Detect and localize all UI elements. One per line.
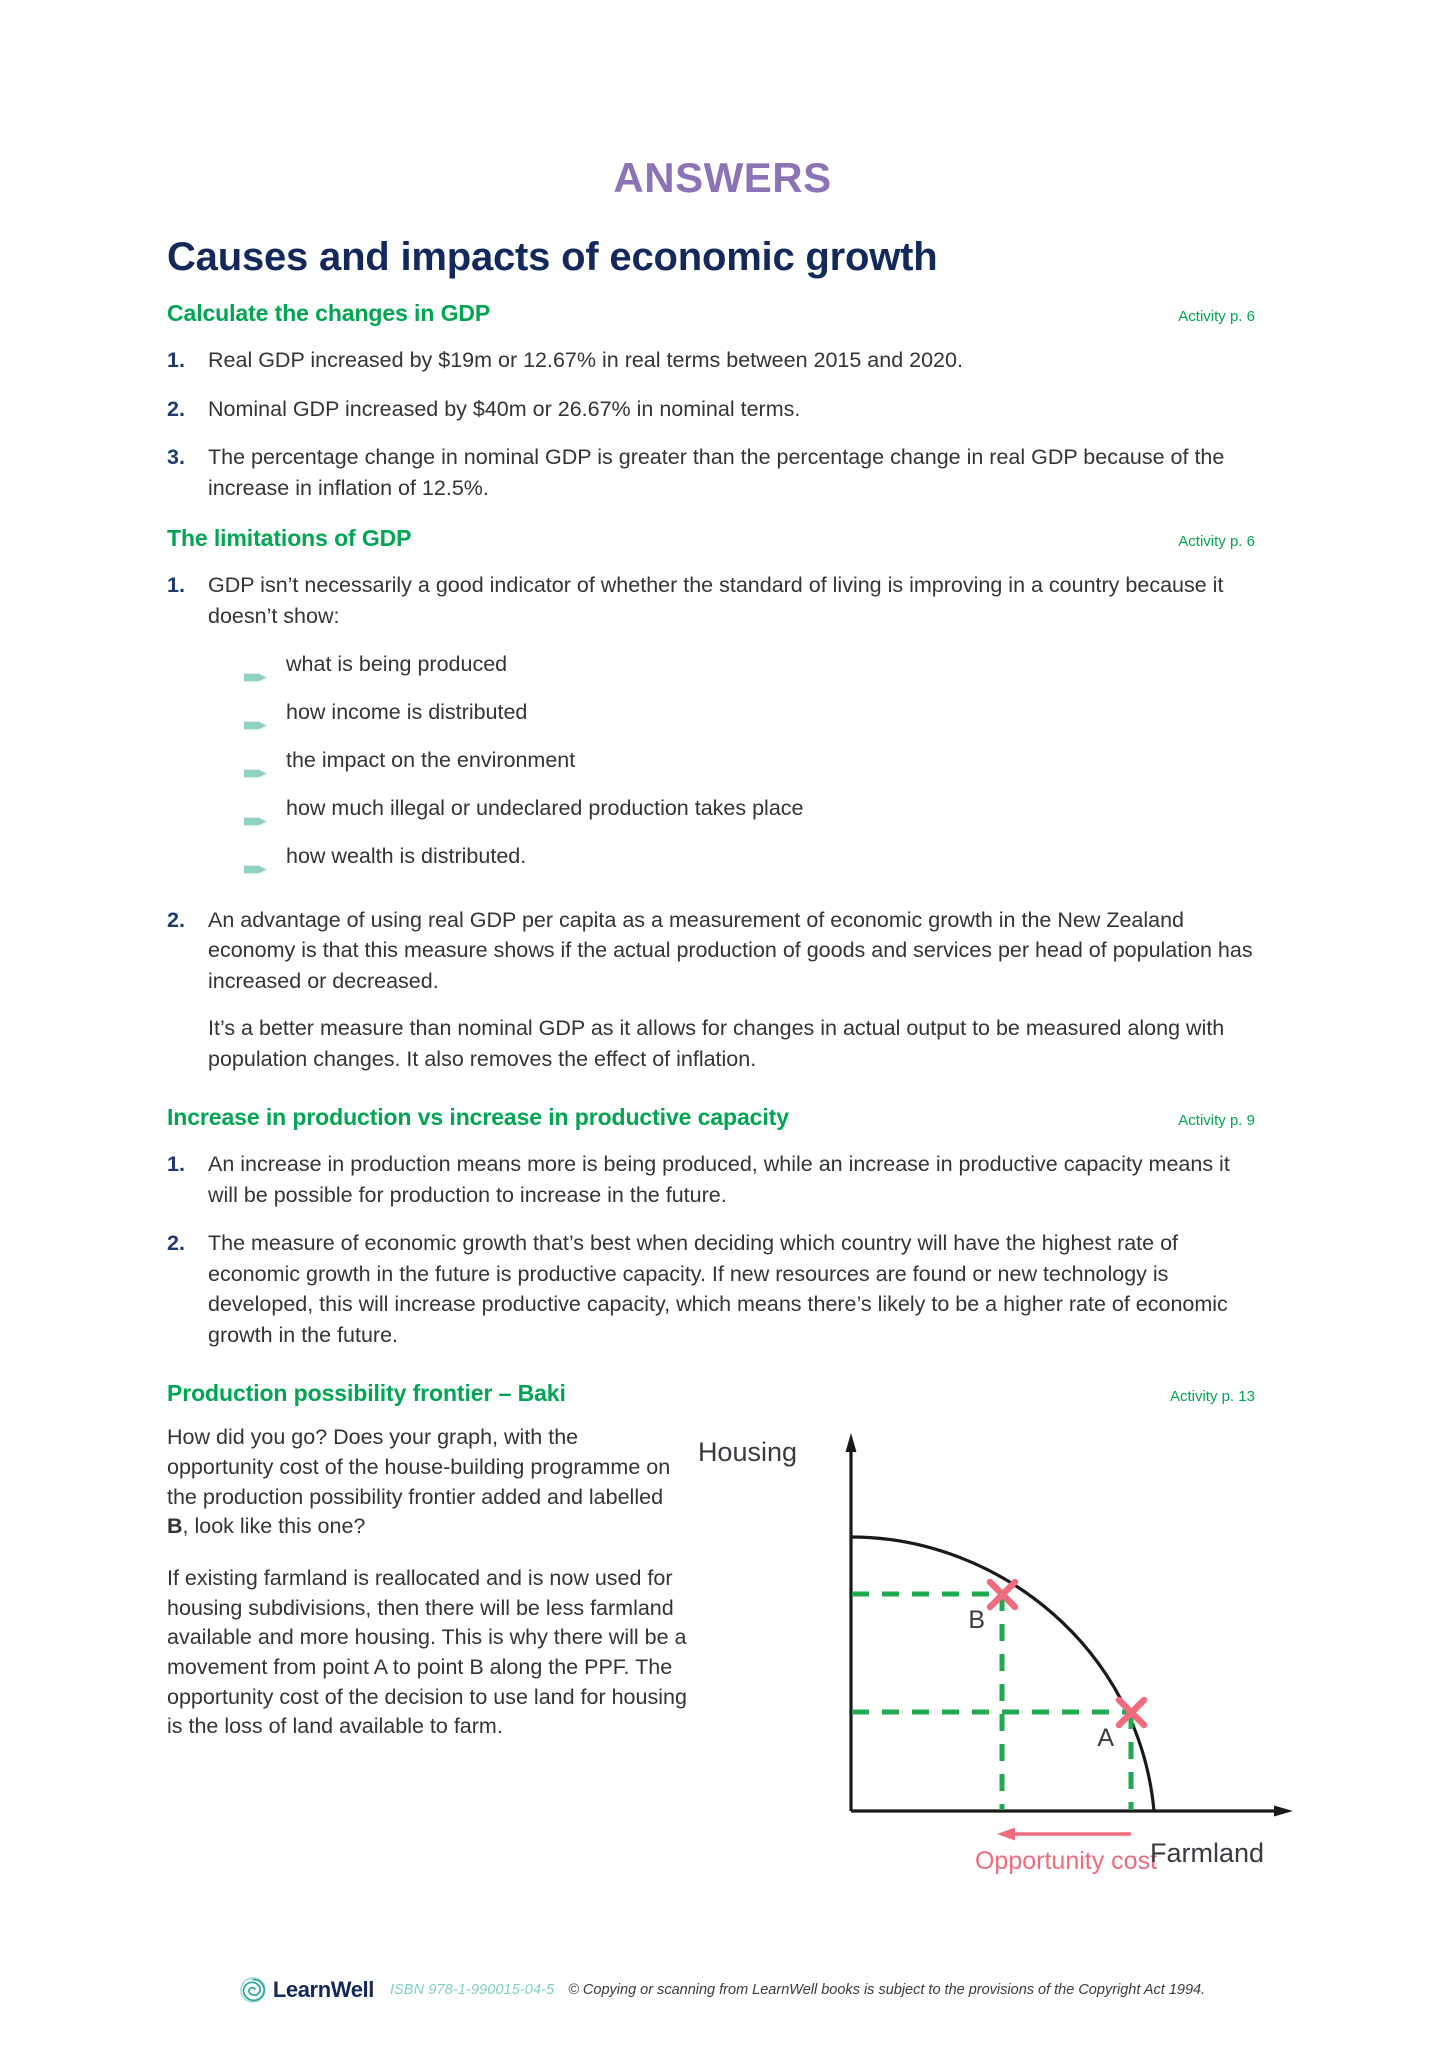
leaf-bullet-icon bbox=[244, 806, 267, 815]
section-heading-calculate-changes-gdp bbox=[167, 300, 1255, 327]
list-item bbox=[167, 1228, 1255, 1350]
answer-list-section-1 bbox=[167, 345, 1255, 503]
bullet-list bbox=[242, 651, 1255, 871]
opportunity-cost-label: Opportunity cost bbox=[974, 1847, 1158, 1876]
leaf-bullet-icon bbox=[244, 662, 267, 671]
list-item-number: 2. bbox=[167, 1231, 185, 1256]
chapter-title: Causes and impacts of economic growth bbox=[167, 235, 938, 279]
bullet-text: how income is distributed bbox=[286, 700, 528, 725]
section-title: Calculate the changes in GDP bbox=[167, 300, 491, 326]
list-item bbox=[242, 747, 1255, 775]
ppf-paragraph-1 bbox=[167, 1423, 687, 1542]
list-item-text: Nominal GDP increased by $40m or 26.67% in nominal terms. bbox=[208, 396, 801, 421]
list-item-text-continued: It’s a better measure than nominal GDP as it allows for changes in actual output to be measured along with population changes. It also removes the effect of inflation. bbox=[208, 1016, 1225, 1071]
list-item-text: Real GDP increased by $19m or 12.67% in real terms between 2015 and 2020. bbox=[208, 348, 963, 372]
list-item bbox=[242, 843, 1255, 871]
section-heading-limitations-gdp bbox=[167, 525, 1255, 552]
answer-list-section-2 bbox=[167, 570, 1255, 1074]
y-axis-arrowhead-icon bbox=[846, 1433, 857, 1452]
list-item bbox=[242, 651, 1255, 679]
section-title: Increase in production vs increase in productive capacity bbox=[167, 1104, 789, 1131]
section-title: Production possibility frontier – Baki bbox=[167, 1380, 566, 1407]
copyright-notice: © Copying or scanning from LearnWell books is subject to the provisions of the Copyright Act 1994. bbox=[568, 1982, 1206, 1998]
leaf-bullet-icon bbox=[244, 758, 267, 767]
page-footer bbox=[0, 1977, 1445, 2003]
activity-reference: Activity p. 6 bbox=[1178, 308, 1255, 325]
list-item bbox=[242, 699, 1255, 727]
ppf-paragraph-2: If existing farmland is reallocated and is now used for housing subdivisions, then there will be less farmland available and more housing. This is why there will be a movement from point A to point B along the PPF. The opportunity cost of the decision to use land for housing is the loss of land available to farm. bbox=[167, 1566, 687, 1739]
point-a-label: A bbox=[1097, 1724, 1114, 1753]
leaf-bullet-icon bbox=[244, 710, 267, 719]
list-item-text: The percentage change in nominal GDP is greater than the percentage change in real GDP because of the increase in inflation of 12.5%. bbox=[208, 445, 1225, 500]
list-item bbox=[167, 570, 1255, 871]
bullet-text: the impact on the environment bbox=[286, 747, 576, 772]
section-title: The limitations of GDP bbox=[167, 525, 412, 552]
list-item-text: The measure of economic growth that’s best when deciding which country will have the highest rate of economic growth in the future is productive capacity. If new resources are found or new technology is developed, this will increase productive capacity, which means there’s likely to be a higher rate of economic growth in the future. bbox=[208, 1231, 1228, 1347]
ppf-chart bbox=[699, 1419, 1299, 1904]
ppf-explanation-text bbox=[167, 1415, 687, 1742]
opportunity-cost-arrowhead-icon bbox=[997, 1828, 1015, 1841]
list-item-text: An increase in production means more is being produced, while an increase in productive capacity means it will be possible for production to increase in the future. bbox=[208, 1152, 1230, 1207]
x-axis-label: Farmland bbox=[1149, 1838, 1265, 1869]
list-item-number: 3. bbox=[167, 445, 185, 470]
list-item-number: 2. bbox=[167, 907, 185, 932]
list-item-text: An advantage of using real GDP per capita as a measurement of economic growth in the New Zealand economy is that this measure shows if the actual production of goods and services per head of population has increased or decreased. bbox=[208, 907, 1253, 993]
page-title: ANSWERS bbox=[613, 154, 832, 201]
x-axis-arrowhead-icon bbox=[1274, 1806, 1293, 1817]
list-item bbox=[167, 345, 1255, 376]
point-b-label: B bbox=[968, 1606, 985, 1635]
activity-reference: Activity p. 6 bbox=[1178, 533, 1255, 551]
section-heading-ppf-baki bbox=[167, 1380, 1255, 1407]
list-item-number: 1. bbox=[167, 573, 185, 598]
list-item-number: 1. bbox=[167, 1152, 185, 1177]
y-axis-label: Housing bbox=[699, 1437, 797, 1468]
answer-list-section-3 bbox=[167, 1149, 1255, 1350]
section-heading-increase-production bbox=[167, 1104, 1255, 1131]
ppf-point-b-label-bold: B bbox=[167, 1514, 183, 1539]
bullet-text: what is being produced bbox=[286, 652, 508, 677]
leaf-bullet-icon bbox=[244, 854, 267, 863]
activity-reference: Activity p. 13 bbox=[1169, 1388, 1255, 1406]
list-item-number: 2. bbox=[167, 396, 185, 421]
ppf-curve bbox=[851, 1537, 1154, 1811]
bullet-text: how much illegal or undeclared production takes place bbox=[286, 795, 804, 820]
list-item-number: 1. bbox=[167, 348, 185, 372]
list-item bbox=[242, 795, 1255, 823]
brand-name: LearnWell bbox=[272, 1977, 374, 2002]
ppf-para1-part2: , look like this one? bbox=[182, 1514, 366, 1539]
list-item bbox=[167, 905, 1255, 1075]
ppf-chart-svg bbox=[699, 1419, 1299, 1899]
list-item-text: GDP isn’t necessarily a good indicator of whether the standard of living is improving in a country because it doesn’t show: bbox=[208, 573, 1224, 628]
list-item bbox=[167, 442, 1255, 503]
ppf-para1-part1: How did you go? Does your graph, with the opportunity cost of the house-building programme on the production possibility frontier added and labelled bbox=[167, 1425, 671, 1509]
list-item bbox=[167, 1149, 1255, 1210]
spiral-icon bbox=[240, 1977, 266, 2003]
activity-reference: Activity p. 9 bbox=[1178, 1112, 1255, 1130]
list-item bbox=[167, 394, 1255, 425]
isbn-text: ISBN 978-1-990015-04-5 bbox=[389, 1982, 555, 1998]
ppf-content-columns bbox=[167, 1415, 1265, 1904]
bullet-text: how wealth is distributed. bbox=[286, 843, 527, 868]
